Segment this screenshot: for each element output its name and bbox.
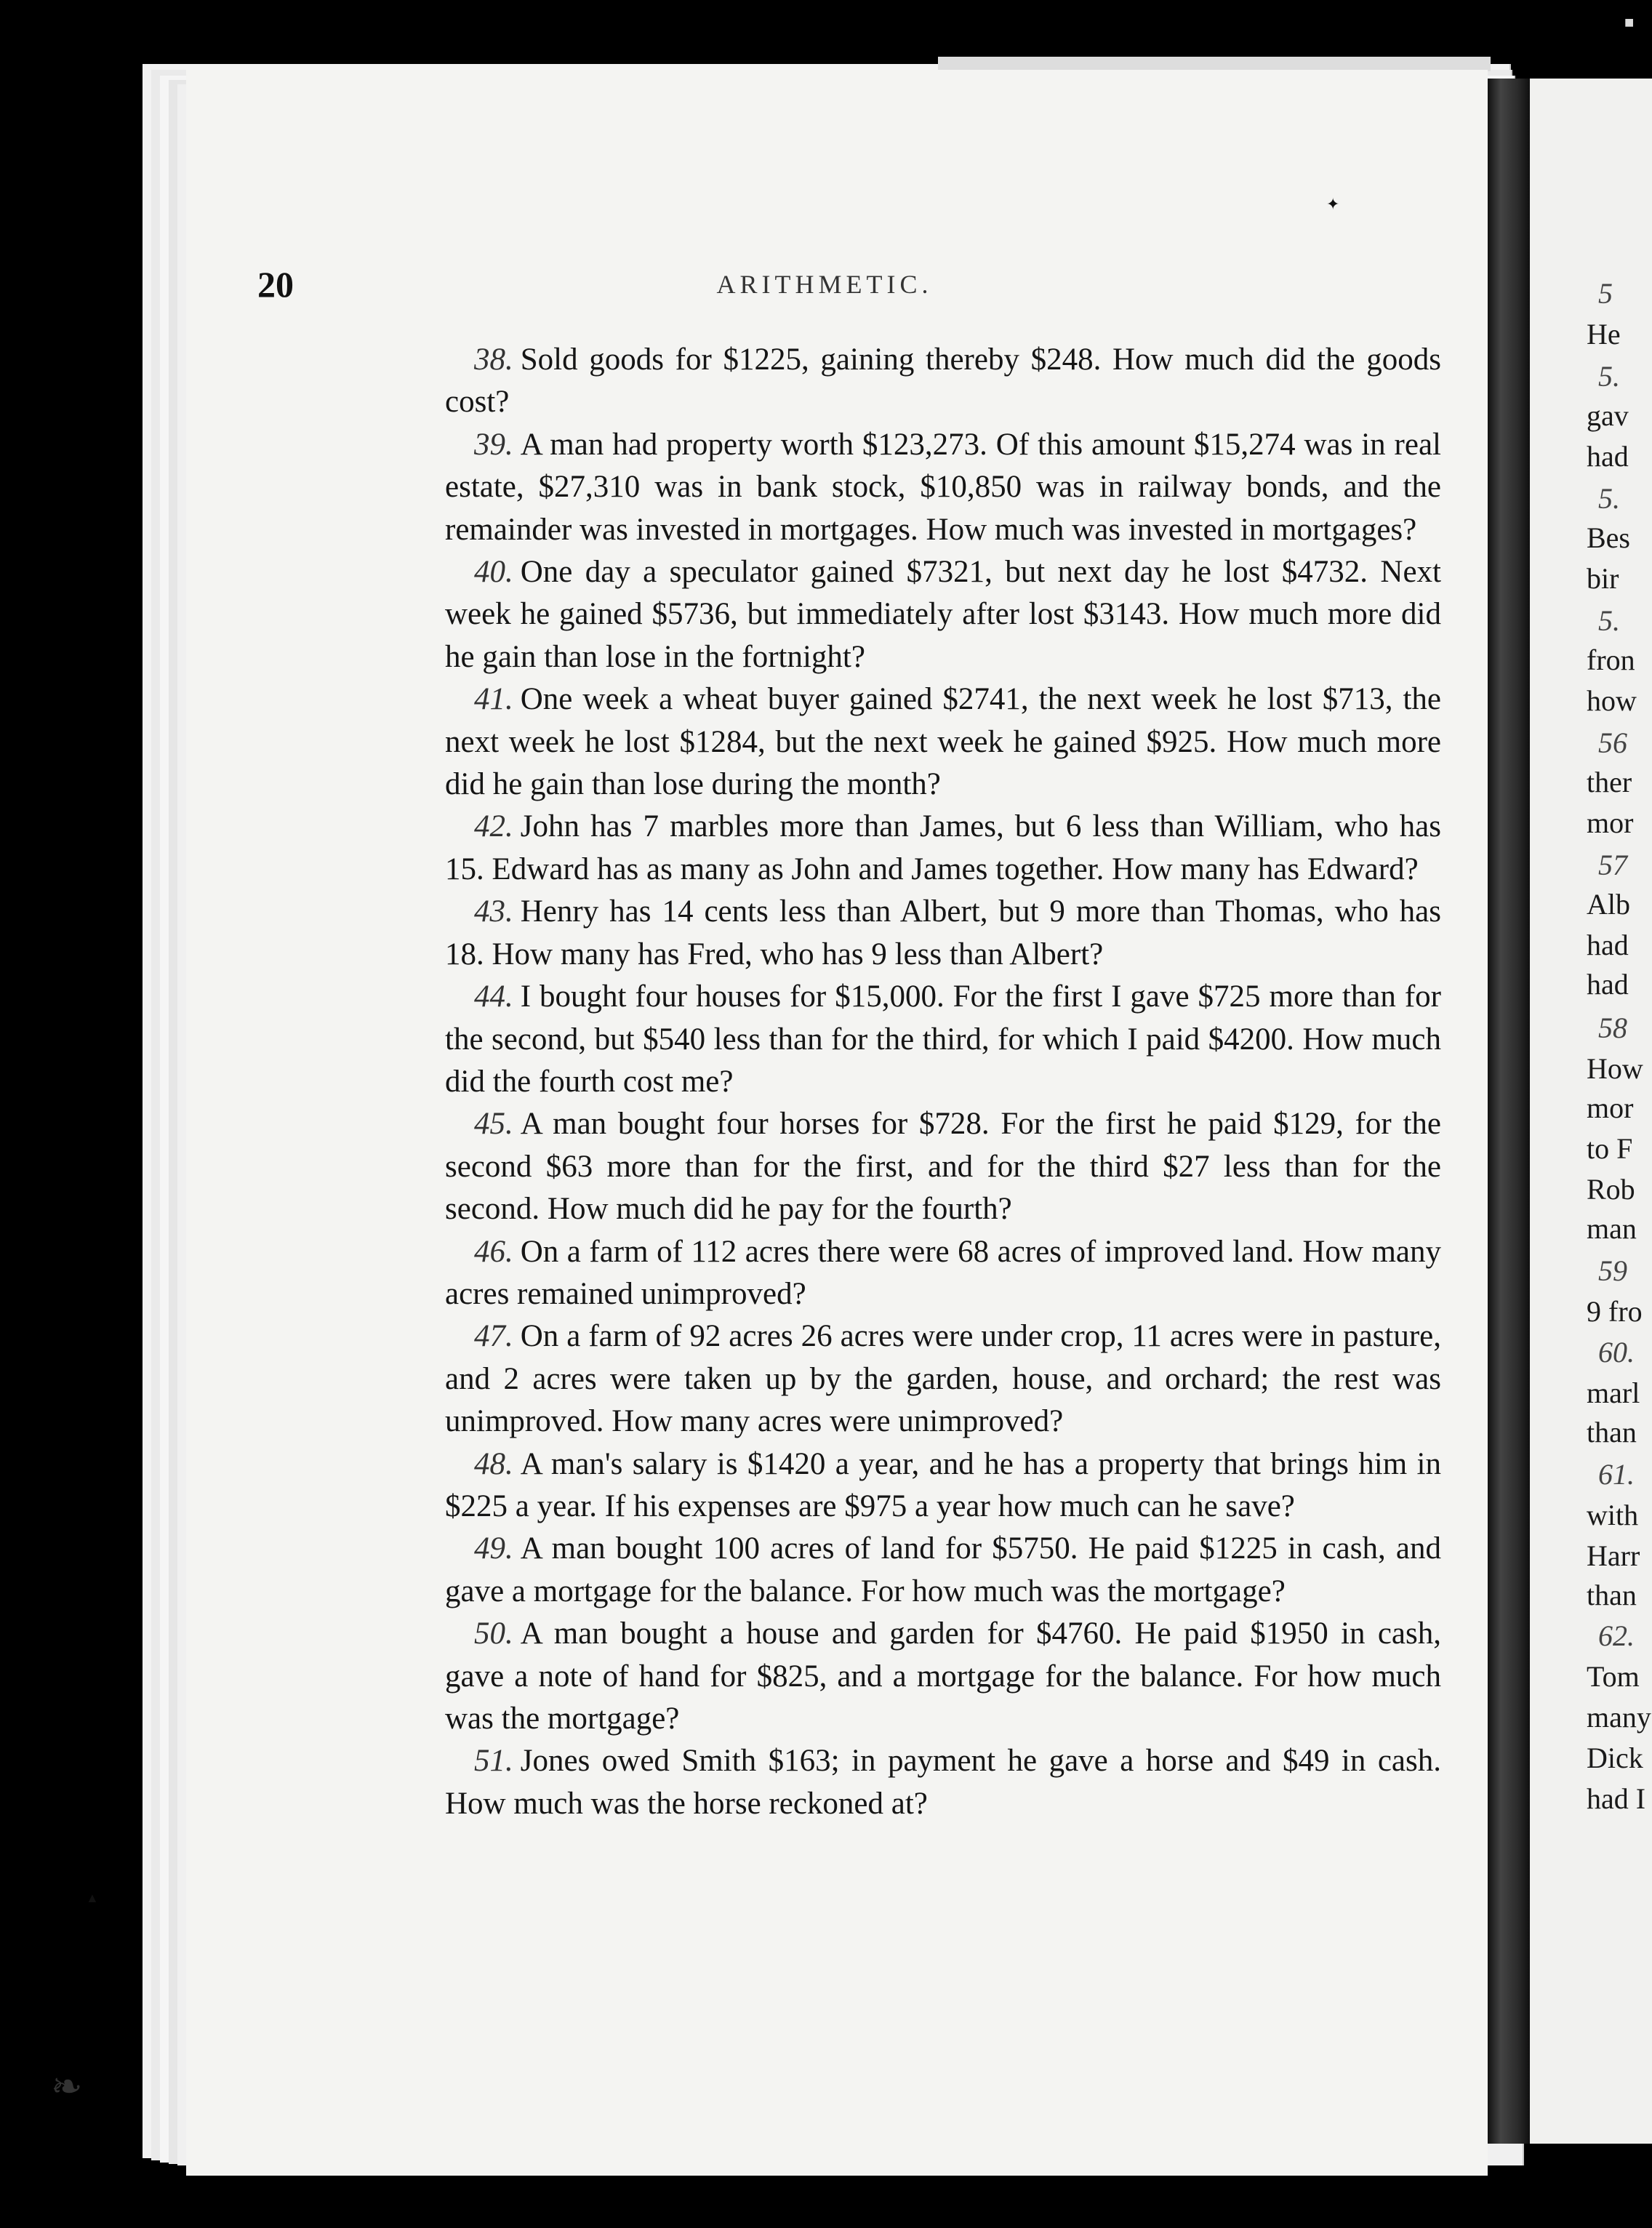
facing-page-fragment: 59 [1598, 1254, 1627, 1287]
facing-page-fragment: 5. [1598, 604, 1620, 637]
facing-page-fragment: Bes [1587, 521, 1630, 554]
facing-page-fragment: gav [1587, 399, 1629, 432]
facing-page-fragment: mor [1587, 806, 1634, 839]
problem-number: 41. [474, 682, 513, 717]
problem-39 [445, 424, 1441, 551]
page-top-flap [938, 57, 1491, 71]
problem-number: 51. [474, 1744, 513, 1779]
facing-page-fragment: 5 [1598, 277, 1613, 310]
facing-page-fragment: had [1587, 929, 1629, 961]
facing-page-fragment: 61. [1598, 1458, 1635, 1491]
facing-page [1530, 79, 1652, 2144]
problem-text: One day a speculator gained $7321, but next day he lost $4732. Next week he gained $5736, but immediately after lost $3143. How much more did he gain than lose in the fortnight? [445, 555, 1441, 674]
problem-number: 45. [474, 1107, 513, 1142]
facing-page-fragment: marl [1587, 1377, 1640, 1409]
problem-text: Sold goods for $1225, gaining thereby $248. How much did the goods cost? [445, 342, 1441, 420]
problem-text: A man had property worth $123,273. Of this amount $15,274 was in real estate, $27,310 was in bank stock, $10,850 was in railway bonds, and the remainder was invested in mortgages. How much was invested in mortgages? [445, 427, 1441, 547]
facing-page-fragment: Rob [1587, 1173, 1635, 1206]
problem-38 [445, 339, 1441, 424]
problem-number: 40. [474, 555, 513, 590]
facing-page-fragment: many [1587, 1701, 1651, 1734]
facing-page-fragment: mor [1587, 1091, 1634, 1124]
problem-48 [445, 1443, 1441, 1528]
problem-text: A man bought four horses for $728. For the first he paid $129, for the second $63 more than for the first, and for the third $27 less than for the second. How much did he pay for the fourth? [445, 1107, 1441, 1227]
facing-page-fragment: 5. [1598, 360, 1620, 393]
problem-number: 38. [474, 342, 513, 377]
problem-text: On a farm of 112 acres there were 68 acres of improved land. How many acres remained unimproved? [445, 1234, 1441, 1311]
facing-page-fragment: He [1587, 318, 1621, 350]
facing-page-fragment: Alb [1587, 888, 1630, 921]
problem-number: 44. [474, 979, 513, 1014]
facing-page-fragment: 56 [1598, 726, 1627, 759]
problem-number: 50. [474, 1616, 513, 1651]
facing-page-fragment: How [1587, 1052, 1643, 1085]
problem-47 [445, 1315, 1441, 1443]
problem-number: 42. [474, 809, 513, 844]
problem-text: A man bought 100 acres of land for $5750. He paid $1225 in cash, and gave a mortgage for the balance. For how much was the mortgage? [445, 1531, 1441, 1608]
problem-46 [445, 1231, 1441, 1316]
facing-page-fragment: 5. [1598, 482, 1620, 515]
facing-page-fragment: 60. [1598, 1336, 1635, 1369]
scan-speck: ■ [1624, 13, 1635, 31]
scan-speck: ❧ [51, 2067, 83, 2108]
problem-number: 46. [474, 1234, 513, 1269]
problem-43 [445, 891, 1441, 976]
problem-44 [445, 976, 1441, 1103]
facing-page-fragment: man [1587, 1212, 1637, 1245]
facing-page-fragment: ther [1587, 766, 1632, 798]
facing-page-fragment: 9 fro [1587, 1295, 1643, 1328]
problem-text: On a farm of 92 acres 26 acres were under crop, 11 acres were in pasture, and 2 acres were taken up by the garden, house, and orchard; the rest was unimproved. How many acres were unimproved? [445, 1319, 1441, 1439]
facing-page-fragment: Tom [1587, 1660, 1640, 1693]
problem-text: A man's salary is $1420 a year, and he has a property that brings him in $225 a year. If his expenses are $975 a year how much can he save? [445, 1446, 1441, 1523]
facing-page-fragment: to F [1587, 1132, 1633, 1165]
problem-text: I bought four houses for $15,000. For the first I gave $725 more than for the second, but $540 less than for the third, for which I paid $4200. How much did the fourth cost me? [445, 979, 1441, 1099]
facing-page-fragment: than [1587, 1579, 1637, 1611]
problem-number: 39. [474, 427, 513, 462]
book-spine-shadow [1488, 79, 1531, 2144]
problem-number: 43. [474, 894, 513, 929]
facing-page-fragment: than [1587, 1416, 1637, 1448]
problem-45 [445, 1103, 1441, 1230]
problem-text: Henry has 14 cents less than Albert, but 9 more than Thomas, who has 18. How many has Fred, who has 9 less than Albert? [445, 894, 1441, 971]
problem-49 [445, 1528, 1441, 1613]
facing-page-fragment: bir [1587, 562, 1619, 595]
problem-number: 49. [474, 1531, 513, 1566]
scan-speck: ✦ [1326, 195, 1340, 213]
problem-text: John has 7 marbles more than James, but 6 less than William, who has 15. Edward has as many as John and James together. How many has Edward? [445, 809, 1441, 886]
facing-page-fragment: had I [1587, 1782, 1646, 1815]
problem-list [445, 339, 1441, 1825]
page-number: 20 [257, 264, 294, 305]
problem-42 [445, 806, 1441, 891]
facing-page-fragment: Dick [1587, 1742, 1643, 1774]
problem-50 [445, 1613, 1441, 1740]
facing-page-fragment: with [1587, 1499, 1639, 1531]
facing-page-fragment: fron [1587, 644, 1635, 676]
problem-41 [445, 678, 1441, 806]
problem-51 [445, 1740, 1441, 1825]
facing-page-fragment: Harr [1587, 1539, 1640, 1572]
page-header [257, 263, 1450, 307]
problem-40 [445, 551, 1441, 678]
facing-page-fragment: had [1587, 440, 1629, 473]
facing-page-fragment: had [1587, 968, 1629, 1001]
scan-speck: ▲ [86, 1891, 99, 1905]
facing-page-fragment: 58 [1598, 1011, 1627, 1044]
problem-number: 47. [474, 1319, 513, 1354]
problem-text: One week a wheat buyer gained $2741, the next week he lost $713, the next week he lost $1284, but the next week he gained $925. How much more did he gain than lose during the month? [445, 682, 1441, 802]
running-title: ARITHMETIC. [716, 270, 933, 299]
facing-page-fragment: how [1587, 684, 1637, 717]
facing-page-fragment: 57 [1598, 849, 1627, 881]
facing-page-fragment: 62. [1598, 1619, 1635, 1652]
problem-text: A man bought a house and garden for $4760. He paid $1950 in cash, gave a note of hand for $825, and a mortgage for the balance. For how much was the mortgage? [445, 1616, 1441, 1736]
problem-text: Jones owed Smith $163; in payment he gave a horse and $49 in cash. How much was the horse reckoned at? [445, 1744, 1441, 1821]
problem-number: 48. [474, 1446, 513, 1481]
